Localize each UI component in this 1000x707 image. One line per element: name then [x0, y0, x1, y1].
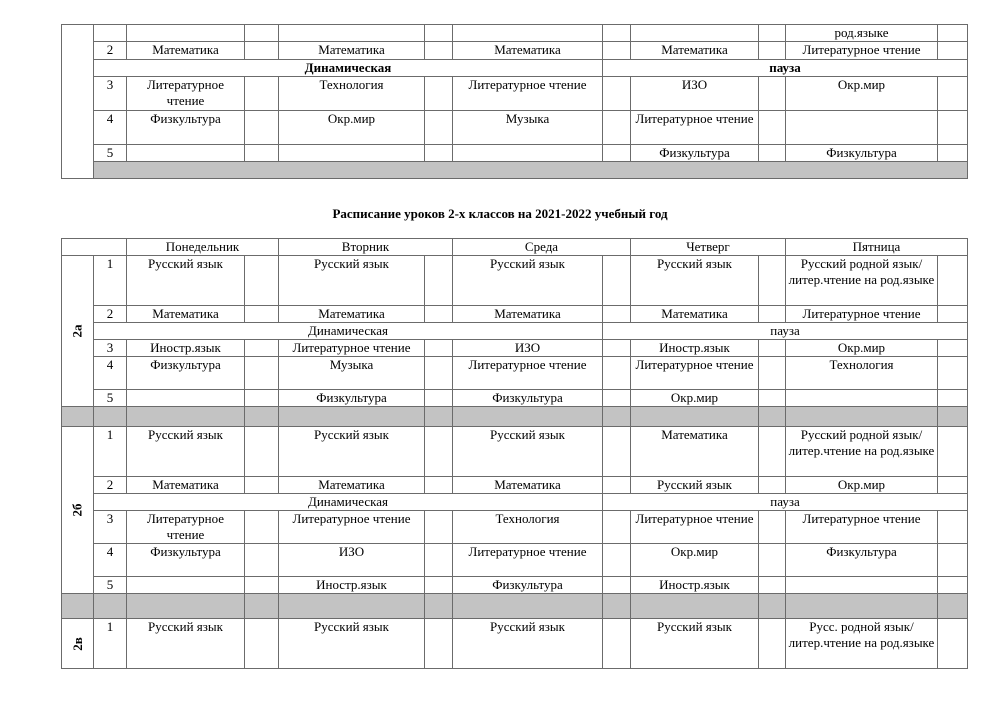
cell-fri: Литературное чтение: [786, 42, 938, 60]
class-label: 2в: [62, 619, 94, 669]
cell-fri: [786, 111, 938, 145]
header-thursday: Четверг: [631, 239, 786, 256]
cell-mon: [127, 577, 245, 594]
cell-fri: род.языке: [786, 25, 938, 42]
cell-wed: Математика: [453, 42, 603, 60]
cell-wed: Русский язык: [453, 427, 603, 477]
cell-fri: Физкультура: [786, 544, 938, 577]
cell-mon: [127, 390, 245, 407]
header-row: [62, 239, 968, 256]
lesson-number: 3: [94, 340, 127, 357]
cell-tue: Математика: [279, 477, 425, 494]
cell-thu: Математика: [631, 42, 759, 60]
lesson-number: 4: [94, 357, 127, 390]
header-tuesday: Вторник: [279, 239, 453, 256]
cell-thu: Литературное чтение: [631, 111, 759, 145]
cell-wed: Литературное чтение: [453, 77, 603, 111]
lesson-number: 1: [94, 427, 127, 477]
cell-wed: [453, 145, 603, 162]
cell-wed: Литературное чтение: [453, 357, 603, 390]
lesson-number: 4: [94, 544, 127, 577]
dynamic-pause-label: пауза: [603, 323, 968, 340]
cell-thu: Русский язык: [631, 619, 759, 669]
cell-thu: Иностр.язык: [631, 340, 759, 357]
cell-tue: Технология: [279, 77, 425, 111]
header-monday: Понедельник: [127, 239, 279, 256]
cell-thu: Физкультура: [631, 145, 759, 162]
page-title: Расписание уроков 2-х классов на 2021-2022 учебный год: [332, 206, 668, 221]
cell-mon: Физкультура: [127, 544, 245, 577]
cell-wed: Физкультура: [453, 390, 603, 407]
cell-thu: ИЗО: [631, 77, 759, 111]
lesson-number: 5: [94, 390, 127, 407]
cell-tue: Русский язык: [279, 256, 425, 306]
cell-tue: Иностр.язык: [279, 577, 425, 594]
cell-wed: Технология: [453, 511, 603, 544]
cell-wed: Музыка: [453, 111, 603, 145]
separator-row: [62, 407, 94, 427]
cell-mon: Русский язык: [127, 256, 245, 306]
cell-fri: Технология: [786, 357, 938, 390]
cell-tue: ИЗО: [279, 544, 425, 577]
cell-fri: Окр.мир: [786, 477, 938, 494]
cell-tue: Окр.мир: [279, 111, 425, 145]
cell-mon: Русский язык: [127, 427, 245, 477]
cell-fri: Литературное чтение: [786, 511, 938, 544]
cell-fri: Окр.мир: [786, 340, 938, 357]
cell-mon: Иностр.язык: [127, 340, 245, 357]
cell-fri: Русский родной язык/литер.чтение на род.языке: [786, 427, 938, 477]
cell-tue: [279, 145, 425, 162]
cell-wed: Литературное чтение: [453, 544, 603, 577]
class-label: 2а: [62, 256, 94, 407]
cell-wed: Математика: [453, 306, 603, 323]
cell-thu: Литературное чтение: [631, 357, 759, 390]
header-friday: Пятница: [786, 239, 968, 256]
cell-mon: [127, 145, 245, 162]
dynamic-pause-label: Динамическая: [94, 323, 603, 340]
lesson-number: 1: [94, 256, 127, 306]
cell-mon: Физкультура: [127, 357, 245, 390]
cell-tue: Литературное чтение: [279, 340, 425, 357]
cell-thu: Окр.мир: [631, 544, 759, 577]
lesson-number: 4: [94, 111, 127, 145]
cell-tue: Литературное чтение: [279, 511, 425, 544]
class-label-cell: [62, 25, 94, 179]
dynamic-pause-label: Динамическая: [94, 494, 603, 511]
cell-wed: Русский язык: [453, 256, 603, 306]
cell-mon: Литературное чтение: [127, 511, 245, 544]
cell-mon: Математика: [127, 42, 245, 60]
lesson-number: 1: [94, 619, 127, 669]
cell-thu: Окр.мир: [631, 390, 759, 407]
header-wednesday: Среда: [453, 239, 631, 256]
cell-tue: Русский язык: [279, 619, 425, 669]
cell-mon: Математика: [127, 477, 245, 494]
cell-fri: Литературное чтение: [786, 306, 938, 323]
separator-row: [94, 162, 968, 179]
cell-tue: Физкультура: [279, 390, 425, 407]
separator-row: [62, 594, 94, 619]
cell-mon: Физкультура: [127, 111, 245, 145]
cell-wed: Русский язык: [453, 619, 603, 669]
cell-fri: [786, 577, 938, 594]
cell-tue: Математика: [279, 306, 425, 323]
cell-thu: Иностр.язык: [631, 577, 759, 594]
cell-thu: Русский язык: [631, 256, 759, 306]
class-label: 2б: [62, 427, 94, 594]
cell-fri: Русский родной язык/литер.чтение на род.языке: [786, 256, 938, 306]
previous-class-schedule-table: [61, 24, 968, 179]
cell-wed: Математика: [453, 477, 603, 494]
cell-tue: Математика: [279, 42, 425, 60]
lesson-number: 5: [94, 577, 127, 594]
cell-mon: Литературное чтение: [127, 77, 245, 111]
lesson-number: 3: [94, 77, 127, 111]
dynamic-pause-label: пауза: [603, 494, 968, 511]
cell-thu: Математика: [631, 306, 759, 323]
cell-tue: Музыка: [279, 357, 425, 390]
lesson-number: 5: [94, 145, 127, 162]
lesson-number: 2: [94, 477, 127, 494]
cell-fri: Окр.мир: [786, 77, 938, 111]
lesson-number: 3: [94, 511, 127, 544]
cell-fri: Русс. родной язык/литер.чтение на род.языке: [786, 619, 938, 669]
cell-fri: [786, 390, 938, 407]
dynamic-pause-label: пауза: [603, 60, 968, 77]
dynamic-pause-label: Динамическая: [94, 60, 603, 77]
cell-tue: Русский язык: [279, 427, 425, 477]
cell-thu: Математика: [631, 427, 759, 477]
lesson-number: 2: [94, 42, 127, 60]
cell-mon: Математика: [127, 306, 245, 323]
cell-thu: Русский язык: [631, 477, 759, 494]
cell-mon: Русский язык: [127, 619, 245, 669]
cell-wed: Физкультура: [453, 577, 603, 594]
lesson-number: 2: [94, 306, 127, 323]
cell-fri: Физкультура: [786, 145, 938, 162]
schedule-table: [61, 238, 968, 669]
cell-wed: ИЗО: [453, 340, 603, 357]
cell-thu: Литературное чтение: [631, 511, 759, 544]
